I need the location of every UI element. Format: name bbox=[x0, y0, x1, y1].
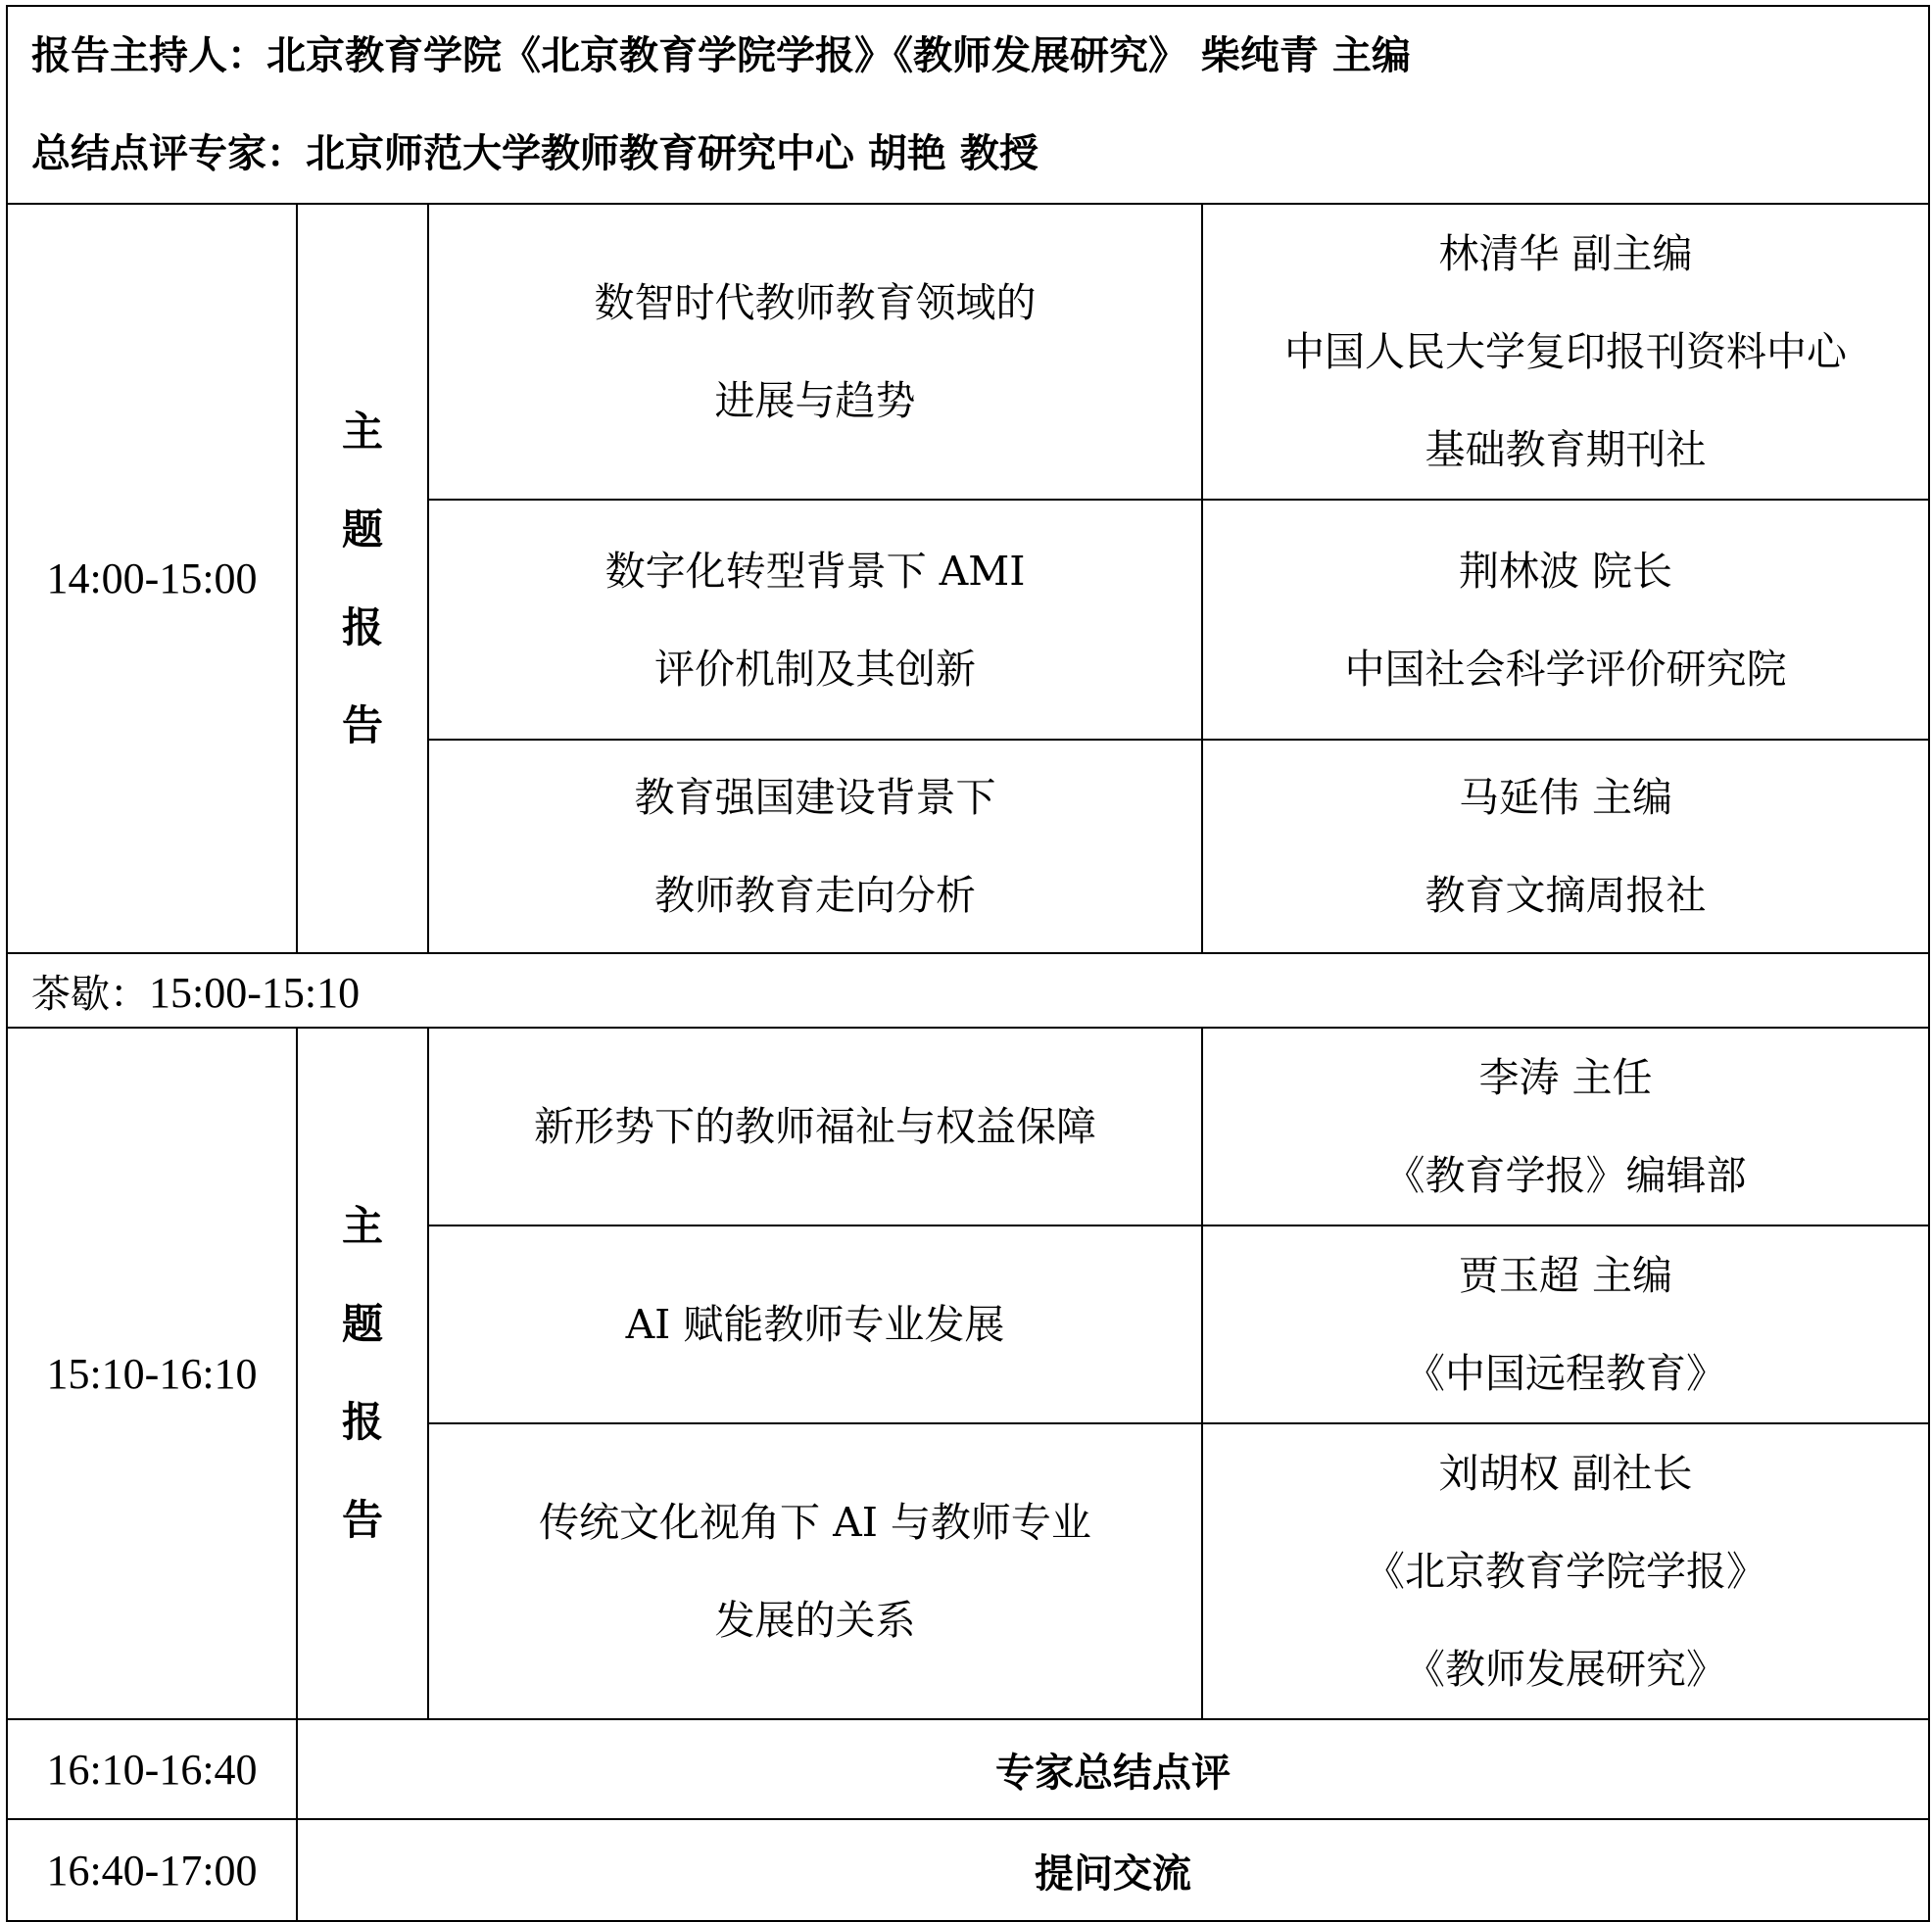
topic-line: 进展与趋势 bbox=[714, 377, 916, 424]
session1-time: 14:00-15:00 bbox=[7, 204, 297, 953]
speaker-cell bbox=[1202, 500, 1929, 740]
closing-row-1 bbox=[7, 1719, 1929, 1819]
speaker-cell bbox=[1202, 1225, 1929, 1423]
session2-time: 15:10-16:10 bbox=[7, 1028, 297, 1719]
speaker-cell bbox=[1202, 1423, 1929, 1719]
speaker-line: 《中国远程教育》 bbox=[1405, 1350, 1727, 1397]
label-char: 主 bbox=[341, 407, 383, 456]
speaker-line: 《教师发展研究》 bbox=[1405, 1646, 1727, 1693]
closing-text: 专家总结点评 bbox=[297, 1719, 1929, 1819]
speaker-line: 《北京教育学院学报》 bbox=[1365, 1548, 1767, 1595]
speaker-line: 基础教育期刊社 bbox=[1425, 426, 1707, 473]
tea-break-time: 15:00-15:10 bbox=[149, 968, 361, 1017]
speaker-line: 中国人民大学复印报刊资料中心 bbox=[1284, 328, 1848, 375]
label-char: 报 bbox=[341, 1398, 383, 1446]
session2-row-1 bbox=[7, 1028, 1929, 1225]
topic-line: 数字化转型背景下 AMI bbox=[604, 547, 1026, 595]
session1-row-1 bbox=[7, 204, 1929, 500]
topic-line: AI 赋能教师专业发展 bbox=[625, 1301, 1005, 1348]
label-char: 报 bbox=[341, 602, 383, 651]
session2-label bbox=[297, 1028, 428, 1719]
speaker-cell bbox=[1202, 740, 1929, 953]
speaker-line: 《教育学报》编辑部 bbox=[1384, 1152, 1747, 1199]
closing-row-2 bbox=[7, 1819, 1929, 1921]
host-line: 报告主持人：北京教育学院《北京教育学院学报》《教师发展研究》 柴纯青 主编 bbox=[31, 33, 1411, 78]
closing-text: 提问交流 bbox=[297, 1819, 1929, 1921]
label-char: 题 bbox=[341, 505, 383, 553]
topic-cell bbox=[428, 1423, 1202, 1719]
label-char: 告 bbox=[341, 700, 383, 749]
reviewer-line: 总结点评专家：北京师范大学教师教育研究中心 胡艳 教授 bbox=[31, 131, 1038, 176]
topic-cell bbox=[428, 1225, 1202, 1423]
header-row bbox=[7, 6, 1929, 204]
topic-cell bbox=[428, 1028, 1202, 1225]
topic-line: 传统文化视角下 AI 与教师专业 bbox=[539, 1499, 1091, 1546]
speaker-line: 中国社会科学评价研究院 bbox=[1344, 645, 1787, 693]
speaker-line: 林清华 副主编 bbox=[1438, 230, 1693, 277]
tea-break-cell bbox=[7, 953, 1929, 1028]
label-char: 主 bbox=[341, 1202, 383, 1250]
topic-cell bbox=[428, 740, 1202, 953]
tea-break-label: 茶歇： bbox=[31, 971, 149, 1017]
topic-line: 新形势下的教师福祉与权益保障 bbox=[534, 1103, 1096, 1150]
speaker-line: 李涛 主任 bbox=[1478, 1054, 1653, 1101]
topic-cell bbox=[428, 204, 1202, 500]
topic-line: 发展的关系 bbox=[714, 1597, 916, 1644]
topic-line: 教师教育走向分析 bbox=[654, 872, 976, 919]
closing-time: 16:10-16:40 bbox=[7, 1719, 297, 1819]
closing-time: 16:40-17:00 bbox=[7, 1819, 297, 1921]
speaker-line: 贾玉超 主编 bbox=[1459, 1252, 1673, 1299]
tea-break-row bbox=[7, 953, 1929, 1028]
speaker-cell bbox=[1202, 1028, 1929, 1225]
speaker-line: 刘胡权 副社长 bbox=[1438, 1450, 1693, 1497]
topic-line: 数智时代教师教育领域的 bbox=[594, 279, 1037, 326]
speaker-cell bbox=[1202, 204, 1929, 500]
label-char: 题 bbox=[341, 1300, 383, 1348]
speaker-line: 马延伟 主编 bbox=[1459, 774, 1673, 821]
topic-line: 教育强国建设背景下 bbox=[634, 774, 996, 821]
schedule-table bbox=[6, 5, 1930, 1922]
topic-line: 评价机制及其创新 bbox=[654, 645, 976, 693]
label-char: 告 bbox=[341, 1496, 383, 1544]
session1-label bbox=[297, 204, 428, 953]
header-cell bbox=[7, 6, 1929, 204]
speaker-line: 荆林波 院长 bbox=[1459, 547, 1673, 595]
topic-cell bbox=[428, 500, 1202, 740]
speaker-line: 教育文摘周报社 bbox=[1425, 872, 1707, 919]
